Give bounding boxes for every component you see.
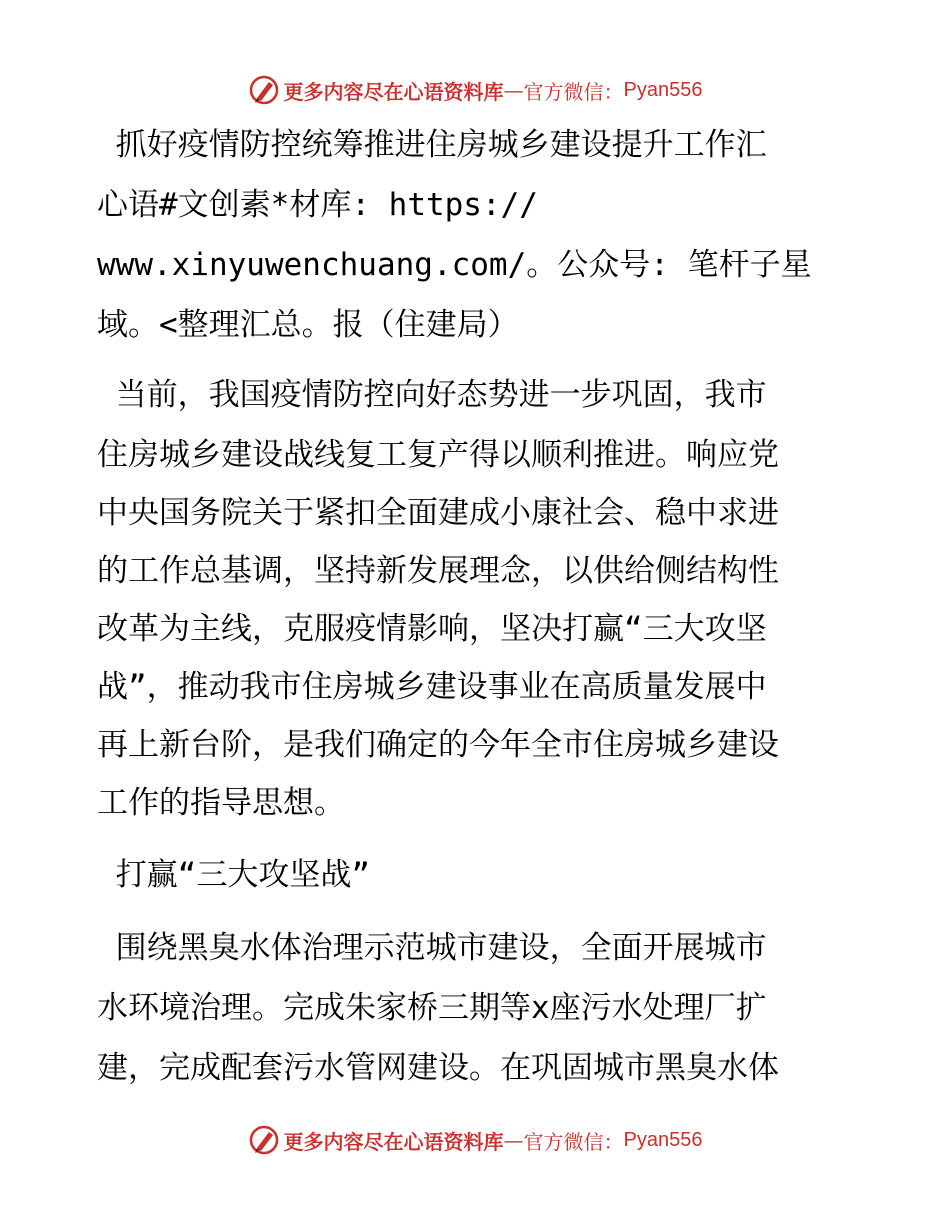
text-line: 抓好疫情防控统筹推进住房城乡建设提升工作汇 xyxy=(97,127,767,163)
wechat-label: 官方微信： xyxy=(523,79,624,104)
text-line: 当前，我国疫情防控向好态势进一步巩固，我市 xyxy=(97,377,767,413)
banner-dash: — xyxy=(503,78,524,102)
text-line: 住房城乡建设战线复工复产得以顺利推进。响应党 xyxy=(97,437,779,473)
section-heading: 打赢“三大攻坚战” xyxy=(97,857,370,893)
text-line: 水环境治理。完成朱家桥三期等x座污水处理厂扩 xyxy=(97,990,767,1026)
text-line: 心语#文创素*材库: https:// xyxy=(97,187,538,223)
text-line: www.xinyuwenchuang.com/。公众号: 笔杆子星 xyxy=(97,247,812,283)
pen-logo-icon xyxy=(248,1124,280,1156)
promo-text: 更多内容尽在心语资料库 xyxy=(283,1129,504,1154)
text-line: 建，完成配套污水管网建设。在巩固城市黑臭水体 xyxy=(97,1050,779,1086)
text-line: 域。<整理汇总。报（住建局） xyxy=(97,307,519,343)
footer-banner xyxy=(0,1120,950,1160)
wechat-id: Pyan556 xyxy=(623,1128,703,1151)
text-line: 中央国务院关于紧扣全面建成小康社会、稳中求进 xyxy=(97,495,779,531)
text-line: 改革为主线，克服疫情影响，坚决打赢“三大攻坚 xyxy=(97,611,767,647)
promo-text: 更多内容尽在心语资料库 xyxy=(283,79,504,104)
wechat-id: Pyan556 xyxy=(623,78,703,101)
text-line: 围绕黑臭水体治理示范城市建设，全面开展城市 xyxy=(97,930,767,966)
text-line: 战”，推动我市住房城乡建设事业在高质量发展中 xyxy=(97,669,767,705)
text-line: 再上新台阶，是我们确定的今年全市住房城乡建设 xyxy=(97,727,779,763)
banner-dash: — xyxy=(503,1128,524,1152)
pen-logo-icon xyxy=(248,74,280,106)
text-line: 工作的指导思想。 xyxy=(97,785,345,821)
wechat-label: 官方微信： xyxy=(523,1129,624,1154)
header-banner xyxy=(0,70,950,110)
text-line: 的工作总基调，坚持新发展理念，以供给侧结构性 xyxy=(97,553,779,589)
